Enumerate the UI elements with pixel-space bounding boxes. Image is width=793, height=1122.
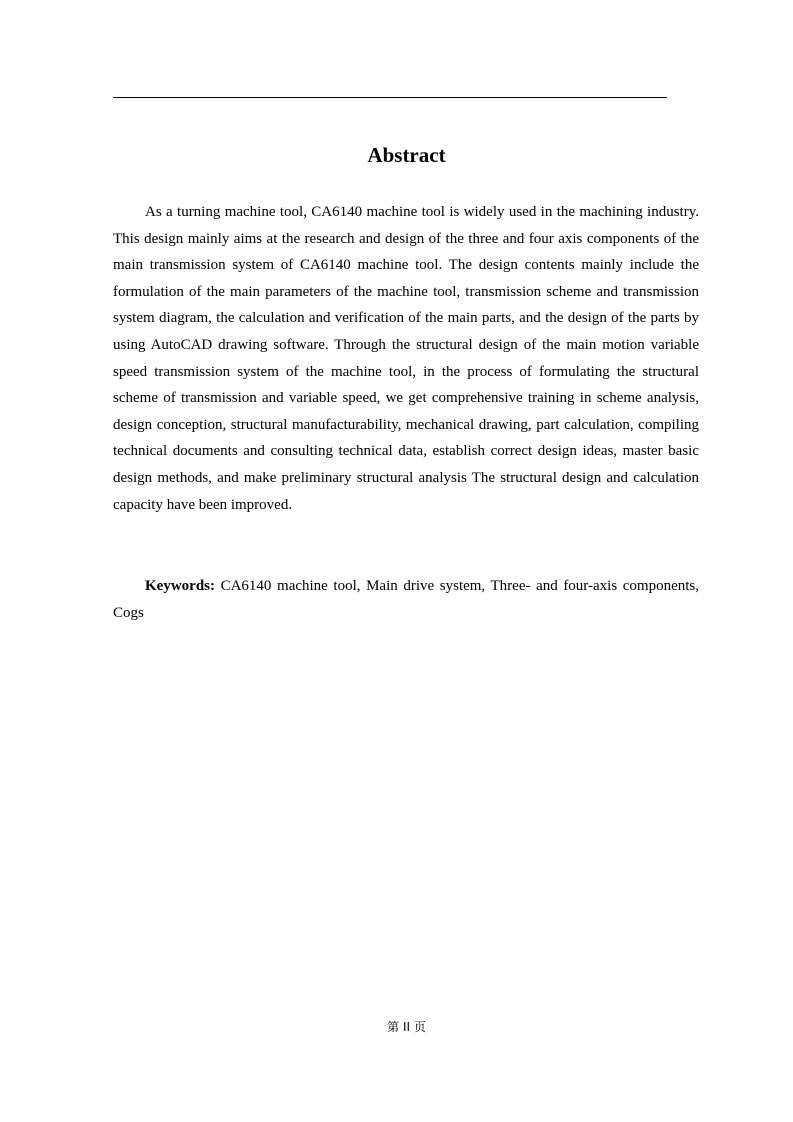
- header-rule: [113, 97, 667, 98]
- keywords-text: CA6140 machine tool, Main drive system, Three- and four-axis components, Cogs: [113, 578, 699, 621]
- abstract-paragraph: As a turning machine tool, CA6140 machine tool is widely used in the machining industry. This design mainly aims at the research and design of the three and four axis components of the main transmission system of CA6140 machine tool. The design contents mainly include the formulation of the main parameters of the machine tool, transmission scheme and transmission system diagram, the calculation and verification of the main parts, and the design of the parts by using AutoCAD drawing software. Through the structural design of the main motion variable speed transmission system of the machine tool, in the process of formulating the structural scheme of transmission and variable speed, we get comprehensive training in scheme analysis, design conception, structural manufacturability, mechanical drawing, part calculation, compiling technical documents and consulting technical data, establish correct design ideas, master basic design methods, and make preliminary structural analysis The structural design and calculation capacity have been improved.: [113, 204, 699, 513]
- keywords-paragraph: [113, 573, 699, 626]
- page-title: Abstract: [367, 143, 446, 167]
- keywords-label: Keywords:: [145, 578, 215, 594]
- page-number: 第 II 页: [387, 1020, 426, 1034]
